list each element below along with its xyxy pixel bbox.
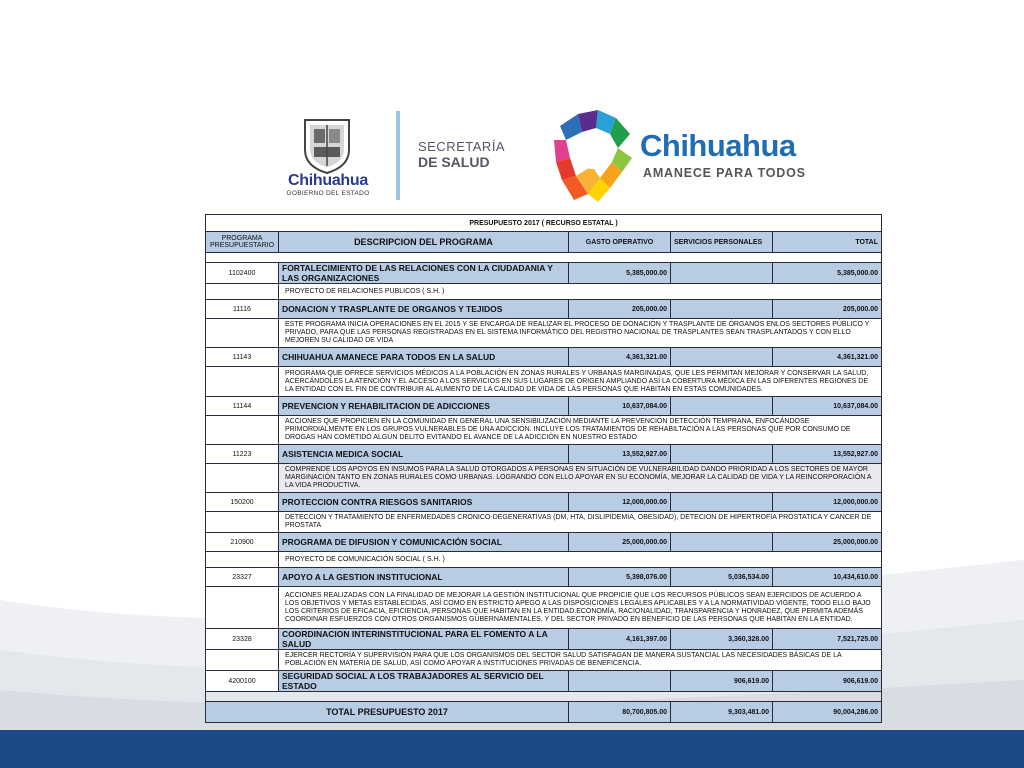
program-description: ACCIONES QUE PROPICIEN EN LA COMUNIDAD EN GENERAL UNA SENSIBILIZACIÓN MEDIANTE LA PREVENCIÓN DETECCIÓN TEMPRANA, ENFOCÁNDOSE PRIMORDIALMENTE EN LOS GRUPOS VULNERABLES DE UNA ADICCIÓN. INCLUYE LOS TRATAMIENTOS DE REHABILTACIÓN A LAS PERSONAS QUE POR CONSUMO DE DROGAS HAN COMETIDO ALGÚN DELITO EVITANDO EL AVANCE DE LA ADICCIÓN EN NUESTRO ESTADO — [279, 416, 882, 445]
description-row — [206, 552, 882, 568]
col-header-description: DESCRIPCION DEL PROGRAMA — [279, 232, 569, 253]
program-code: 4200100 — [206, 671, 279, 692]
col-header-servicios: SERVICIOS PERSONALES — [671, 232, 773, 253]
table-row — [206, 629, 882, 650]
row-total: 205,000.00 — [773, 300, 882, 319]
servicios-personales — [671, 533, 773, 552]
servicios-personales — [671, 445, 773, 464]
table-row — [206, 397, 882, 416]
program-description: EJERCER RECTORÍA Y SUPERVISIÓN PARA QUE LOS ORGANISMOS DEL SECTOR SALUD SATISFAGAN DE MANERA SUSTANCIAL LAS NECESIDADES BÁSICAS DE LA POBLACIÓN EN MATERIA DE SALUD, ASÍ COMO APOYAR A INSTITUCIONES PRIVADAS DE BENEFICENCIA. — [279, 650, 882, 671]
program-code: 23328 — [206, 629, 279, 650]
program-description: PROGRAMA QUE OFRECE SERVICIOS MÉDICOS A LA POBLACIÓN EN ZONAS RURALES Y URBANAS MARGINADAS, QUE LES PERMITAN MEJORAR Y CONSERVAR LA SALUD, ACERCÁNDOLES LA ATENCIÓN Y EL ACCESO A LOS SERVICIOS EN SUS LUGARES DE ORIGEN AMPLIANDO ASÍ LA COBERTURA MÉDICA EN LAS DIFERENTES REGIONES DE LA ENTIDAD CON EL FIN DE CONTRIBUIR AL AUMENTO DE LA CALIDAD DE VIDA DE LAS PERSONAS QUE HABITAN EN ESTAS COMUNIDADES. — [279, 367, 882, 397]
program-code: 11143 — [206, 348, 279, 367]
program-name: DONACION Y TRASPLANTE DE ORGANOS Y TEJIDOS — [279, 300, 569, 319]
table-row — [206, 568, 882, 587]
servicios-personales — [671, 300, 773, 319]
gasto-operativo: 25,000,000.00 — [569, 533, 671, 552]
row-total: 13,552,927.00 — [773, 445, 882, 464]
government-logo — [282, 112, 382, 202]
servicios-personales — [671, 397, 773, 416]
gasto-operativo: 12,000,000.00 — [569, 493, 671, 512]
program-name: SEGURIDAD SOCIAL A LOS TRABAJADORES AL SERVICIO DEL ESTADO — [279, 671, 569, 692]
program-code: 150200 — [206, 493, 279, 512]
table-row — [206, 263, 882, 284]
servicios-personales: 5,036,534.00 — [671, 568, 773, 587]
row-total: 10,637,084.00 — [773, 397, 882, 416]
secretaria-line2: DE SALUD — [418, 154, 490, 170]
row-total: 4,361,321.00 — [773, 348, 882, 367]
description-row — [206, 319, 882, 348]
gasto-operativo: 4,161,397.00 — [569, 629, 671, 650]
total-label: TOTAL PRESUPUESTO 2017 — [206, 702, 569, 723]
table-row — [206, 493, 882, 512]
program-description: PROYECTO DE COMUNICACIÓN SOCIAL ( S.H. ) — [279, 552, 882, 568]
gasto-operativo: 205,000.00 — [569, 300, 671, 319]
servicios-personales: 906,619.00 — [671, 671, 773, 692]
program-description: PROYECTO DE RELACIONES PUBLICOS ( S.H. ) — [279, 284, 882, 300]
gov-brand-name: Chihuahua — [288, 172, 368, 189]
table-row — [206, 671, 882, 692]
program-name: PROTECCION CONTRA RIESGOS SANITARIOS — [279, 493, 569, 512]
servicios-personales — [671, 348, 773, 367]
program-name: ASISTENCIA MEDICA SOCIAL — [279, 445, 569, 464]
gasto-operativo: 10,637,084.00 — [569, 397, 671, 416]
servicios-personales — [671, 263, 773, 284]
gasto-operativo — [569, 671, 671, 692]
description-row — [206, 367, 882, 397]
description-row — [206, 284, 882, 300]
col-header-total: TOTAL — [773, 232, 882, 253]
program-code: 11116 — [206, 300, 279, 319]
row-total: 5,385,000.00 — [773, 263, 882, 284]
row-total: 906,619.00 — [773, 671, 882, 692]
col-header-program: PROGRAMA PRESUPUESTARIO — [206, 232, 279, 253]
description-row — [206, 416, 882, 445]
program-description: ESTE PROGRAMA INICIA OPERACIONES EN EL 2015 Y SE ENCARGA DE REALIZAR EL PROCESO DE DONACIÓN Y TRASPLANTE DE ÓRGANOS ENLOS SECTORES PÚBLICO Y PRIVADO, PARA QUE LAS PERSONAS REGISTRADAS EN EL SISTEMA INFORMÁTICO DEL REGISTRO NACIONAL DE TRASPLANTES SEAN TRASPLANTADOS Y CON ELLO MEJOREN SU CALIDAD DE VIDA — [279, 319, 882, 348]
program-code: 23327 — [206, 568, 279, 587]
total-servicios-personales: 9,303,481.00 — [671, 702, 773, 723]
description-row — [206, 464, 882, 493]
logo-divider — [396, 111, 400, 200]
program-name: CHIHUAHUA AMANECE PARA TODOS EN LA SALUD — [279, 348, 569, 367]
program-description: COMPRENDE LOS APOYOS EN INSUMOS PARA LA SALUD OTORGADOS A PERSONAS EN SITUACIÓN DE VULNERABILIDAD DANDO PRIORIDAD A LOS SECTORES DE MAYOR MARGINACIÓN TANTO EN ZONAS RURALES COMO URBANAS. LOGRANDO CON ELLO APOYAR EN SU ECONOMÍA, MEJORAR LA CALIDAD DE VIDA Y LA REINCORPORACIÓN A LA VIDA PRODUCTIVA. — [279, 464, 882, 493]
program-description: ACCIONES REALIZADAS CON LA FINALIDAD DE MEJORAR LA GESTIÓN INSTITUCIONAL QUE PROPICIE QUE LOS RECURSOS PÚBLICOS SEAN EJERCIDOS DE ACUERDO A LOS OBJETIVOS Y METAS ESTABLECIDAS, ASÍ COMO EN ESTRICTO APEGO A LAS DISPOSICIONES LEGALES APLICABLES Y A LA NORMATIVIDAD VIGENTE, TODO ELLO BAJO LOS CRITERIOS DE EFICACIA, EFICIENCIA, PERSONAS QUE HABITAN EN LA ENTIDAD.ECONOMÍA, RACIONALIDAD, TRANSPARENCIA Y HONRADEZ, QUE PERMITA ADEMÁS COORDINAR ESFUERZOS CON OTROS ORGANISMOS GUBERNAMENTALES, Y DEL SECTOR PRIVADO EN BENEFICIO DE LAS PERSONAS QUE HABITAN EN LA ENTIDAD. — [279, 587, 882, 629]
total-gasto-operativo: 80,700,805.00 — [569, 702, 671, 723]
program-name: PREVENCION Y REHABILITACION DE ADICCIONES — [279, 397, 569, 416]
program-name: FORTALECIMIENTO DE LAS RELACIONES CON LA CIUDADANIA Y LAS ORGANIZACIONES — [279, 263, 569, 284]
program-name: COORDINACION INTERINSTITUCIONAL PARA EL FOMENTO A LA SALUD — [279, 629, 569, 650]
secretaria-line1: SECRETARÍA — [418, 139, 506, 154]
table-title: PRESUPUESTO 2017 ( RECURSO ESTATAL ) — [206, 215, 882, 232]
table-row — [206, 533, 882, 552]
program-code: 1102400 — [206, 263, 279, 284]
budget-table — [205, 214, 882, 723]
description-row — [206, 650, 882, 671]
brand-name: Chihuahua — [640, 128, 796, 163]
program-code: 11223 — [206, 445, 279, 464]
description-row — [206, 587, 882, 629]
servicios-personales — [671, 493, 773, 512]
crest-icon — [302, 116, 352, 174]
program-code: 210900 — [206, 533, 279, 552]
gasto-operativo: 5,398,076.00 — [569, 568, 671, 587]
table-row — [206, 348, 882, 367]
brand-slogan: AMANECE PARA TODOS — [643, 166, 806, 180]
chihuahua-map-icon — [552, 108, 634, 204]
row-total: 25,000,000.00 — [773, 533, 882, 552]
program-code: 11144 — [206, 397, 279, 416]
program-name: PROGRAMA DE DIFUSION Y COMUNICACIÓN SOCIAL — [279, 533, 569, 552]
table-row — [206, 300, 882, 319]
row-total: 12,000,000.00 — [773, 493, 882, 512]
gasto-operativo: 5,385,000.00 — [569, 263, 671, 284]
grand-total: 90,004,286.00 — [773, 702, 882, 723]
row-total: 10,434,610.00 — [773, 568, 882, 587]
footer-bar — [0, 730, 1024, 768]
program-name: APOYO A LA GESTION INSTITUCIONAL — [279, 568, 569, 587]
gasto-operativo: 4,361,321.00 — [569, 348, 671, 367]
gov-subtitle: GOBIERNO DEL ESTADO — [286, 190, 370, 197]
table-header-row — [206, 232, 882, 253]
col-header-gasto: GASTO OPERATIVO — [569, 232, 671, 253]
servicios-personales: 3,360,328.00 — [671, 629, 773, 650]
gasto-operativo: 13,552,927.00 — [569, 445, 671, 464]
description-row — [206, 512, 882, 533]
total-row — [206, 702, 882, 723]
row-total: 7,521,725.00 — [773, 629, 882, 650]
table-row — [206, 445, 882, 464]
program-description: DETECCION Y TRATAMIENTO DE ENFERMEDADES CRONICO-DEGENERATIVAS (DM, HTA, DISLIPIDEMIA, OBESIDAD), DETECION DE HIPERTROFIA PROSTATICA Y CANCER DE PROSTATA — [279, 512, 882, 533]
